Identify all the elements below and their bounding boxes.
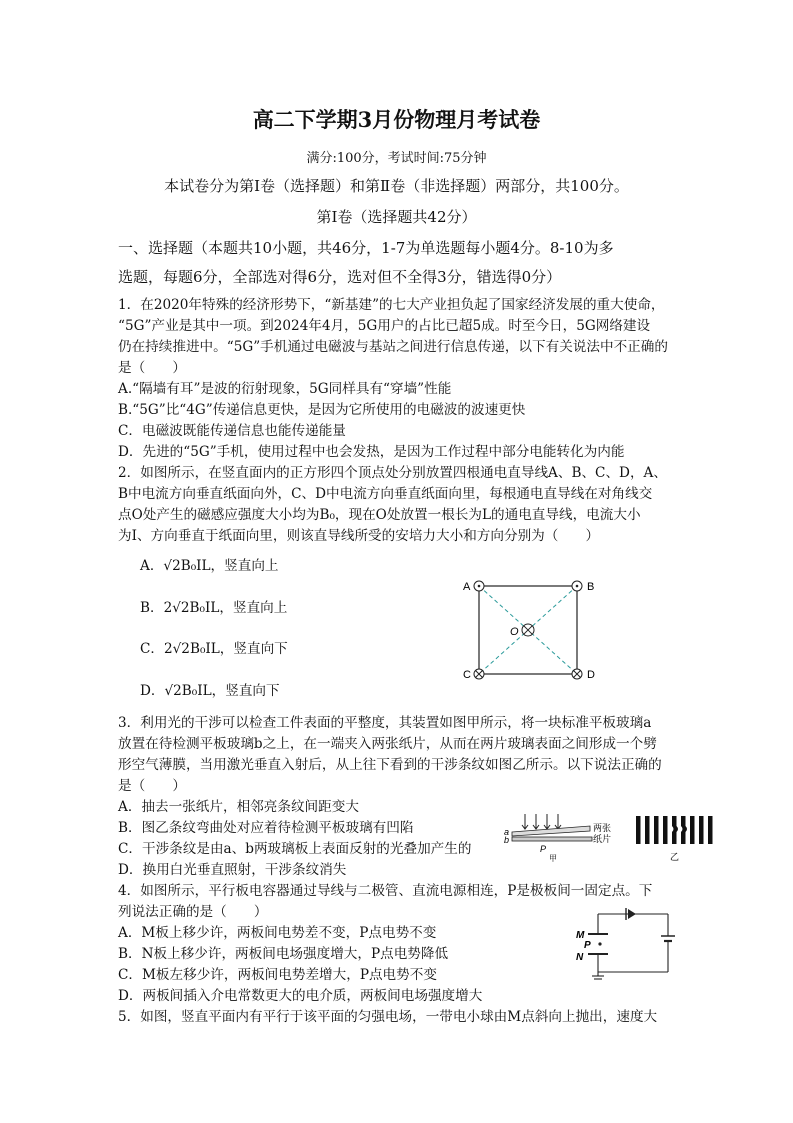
label-a: a <box>504 827 510 837</box>
q1-option-a: A.“隔墙有耳”是波的衍射现象，5G同样具有“穿墙”性能 <box>118 381 452 397</box>
label-c: C <box>463 669 471 681</box>
wire-d-in-icon <box>572 669 582 679</box>
part-instructions-line2: 选题，每题6分，全部选对得6分，选对但不全得3分，错选得0分） <box>118 268 562 286</box>
label-b: b <box>504 835 510 845</box>
wire-b-out-icon <box>572 581 582 591</box>
label-o: O <box>510 626 519 638</box>
q3-line3: 形空气薄膜，当用激光垂直入射后，从上往下看到的干涉条纹如图乙所示。以下说法正确的 <box>118 757 662 773</box>
wire-a-out-icon <box>474 581 484 591</box>
q3-option-c: C．干涉条纹是由a、b两玻璃板上表面反射的光叠加产生的 <box>118 841 472 857</box>
q1-line2: “5G”产业是其中一项。到2024年4月，5G用户的占比已超5成。时至今日，5G网络建设 <box>118 318 651 334</box>
q2-line4: 为I、方向垂直于纸面向里，则该直导线所受的安培力大小和方向分别为（ ） <box>118 528 600 544</box>
q2-option-c: C．2√2B₀IL，竖直向下 <box>140 641 288 657</box>
q3-option-d: D．换用白光垂直照射，干涉条纹消失 <box>118 862 347 878</box>
q2-option-b: B．2√2B₀IL，竖直向上 <box>140 600 288 616</box>
q4-option-b: B．N板上移少许，两板间电场强度增大，P点电势降低 <box>118 946 449 962</box>
label-b: B <box>587 581 595 593</box>
point-p-icon <box>598 942 601 945</box>
exam-subtitle: 满分:100分，考试时间:75分钟 <box>306 151 487 166</box>
label-n: N <box>576 952 584 963</box>
q1-line1: 1．在2020年特殊的经济形势下，“新基建”的七大产业担负起了国家经济发展的重大使命， <box>118 297 665 313</box>
q2-option-a: A．√2B₀IL，竖直向上 <box>140 558 279 574</box>
glass-plate-b <box>512 837 592 841</box>
q4-line1: 4．如图所示，平行板电容器通过导线与二极管、直流电源相连，P是极板间一固定点。下 <box>118 883 653 899</box>
wire-c-in-icon <box>474 669 484 679</box>
q4-capacitor-circuit <box>570 900 685 982</box>
label-paper2: 纸片 <box>593 834 612 844</box>
label-p: P <box>540 844 547 854</box>
q4-option-c: C．M板左移少许，两板间电势差增大，P点电势不变 <box>118 967 437 983</box>
q2-line2: B中电流方向垂直纸面向外，C、D中电流方向垂直纸面向里，每根通电直导线在对角线交 <box>118 486 653 502</box>
exam-intro: 本试卷分为第Ⅰ卷（选择题）和第Ⅱ卷（非选择题）两部分，共100分。 <box>164 177 629 195</box>
q2-line3: 点O处产生的磁感应强度大小均为B₀，现在O处放置一根长为L的通电直导线，电流大小 <box>118 507 641 523</box>
part-instructions-line1: 一、选择题（本题共10小题，共46分，1-7为单选题每小题4分。8-10为多 <box>118 239 614 257</box>
q1-option-d: D．先进的“5G”手机，使用过程中也会发热，是因为工作过程中部分电能转化为内能 <box>118 444 625 460</box>
q1-option-b: B.“5G”比“4G”传递信息更快，是因为它所使用的电磁波的波速更快 <box>118 402 526 418</box>
q5-line1: 5．如图，竖直平面内有平行于该平面的匀强电场，一带电小球由M点斜向上抛出，速度大 <box>118 1009 658 1025</box>
q1-line4: 是（ ） <box>118 360 186 376</box>
q1-line3: 仍在持续推进中。“5G”手机通过电磁波与基站之间进行信息传递，以下有关说法中不正确的 <box>118 339 668 355</box>
q2-square-figure <box>455 575 605 685</box>
label-p: P <box>584 940 591 951</box>
q2-option-d: D．√2B₀IL，竖直向下 <box>140 683 280 699</box>
label-d: D <box>587 669 595 681</box>
q3-line1: 3．利用光的干涉可以检查工件表面的平整度，其装置如图甲所示，将一块标准平板玻璃a <box>118 715 652 731</box>
wire-o-in-icon <box>522 624 534 636</box>
exam-title: 高二下学期3月份物理月考试卷 <box>252 107 541 132</box>
q3-line4: 是（ ） <box>118 778 186 794</box>
q3-line2: 放置在待检测平板玻璃b之上，在一端夹入两张纸片，从而在两片玻璃表面之间形成一个劈 <box>118 736 657 752</box>
label-a: A <box>463 581 471 593</box>
label-paper1: 两张 <box>593 823 612 833</box>
q4-option-a: A．M板上移少许，两板间电势差不变，P点电势不变 <box>118 925 437 941</box>
q3-fringe-figure-yi <box>630 814 726 864</box>
q3-option-b: B．图乙条纹弯曲处对应着待检测平板玻璃有凹陷 <box>118 820 414 836</box>
q4-line2: 列说法正确的是（ ） <box>118 904 268 920</box>
label-m: M <box>576 930 585 941</box>
q3-option-a: A．抽去一张纸片，相邻亮条纹间距变大 <box>118 799 359 815</box>
q1-option-c: C．电磁波既能传递信息也能传递能量 <box>118 423 346 439</box>
q3-wedge-figure-jia <box>500 812 630 864</box>
label-yi: 乙 <box>670 852 680 862</box>
q4-option-d: D．两板间插入介电常数更大的电介质，两板间电场强度增大 <box>118 988 483 1004</box>
label-jia: 甲 <box>549 854 557 863</box>
q2-line1: 2．如图所示，在竖直面内的正方形四个顶点处分别放置四根通电直导线A、B、C、D，A、 <box>118 465 667 481</box>
section-heading: 第Ⅰ卷（选择题共42分） <box>316 208 477 226</box>
